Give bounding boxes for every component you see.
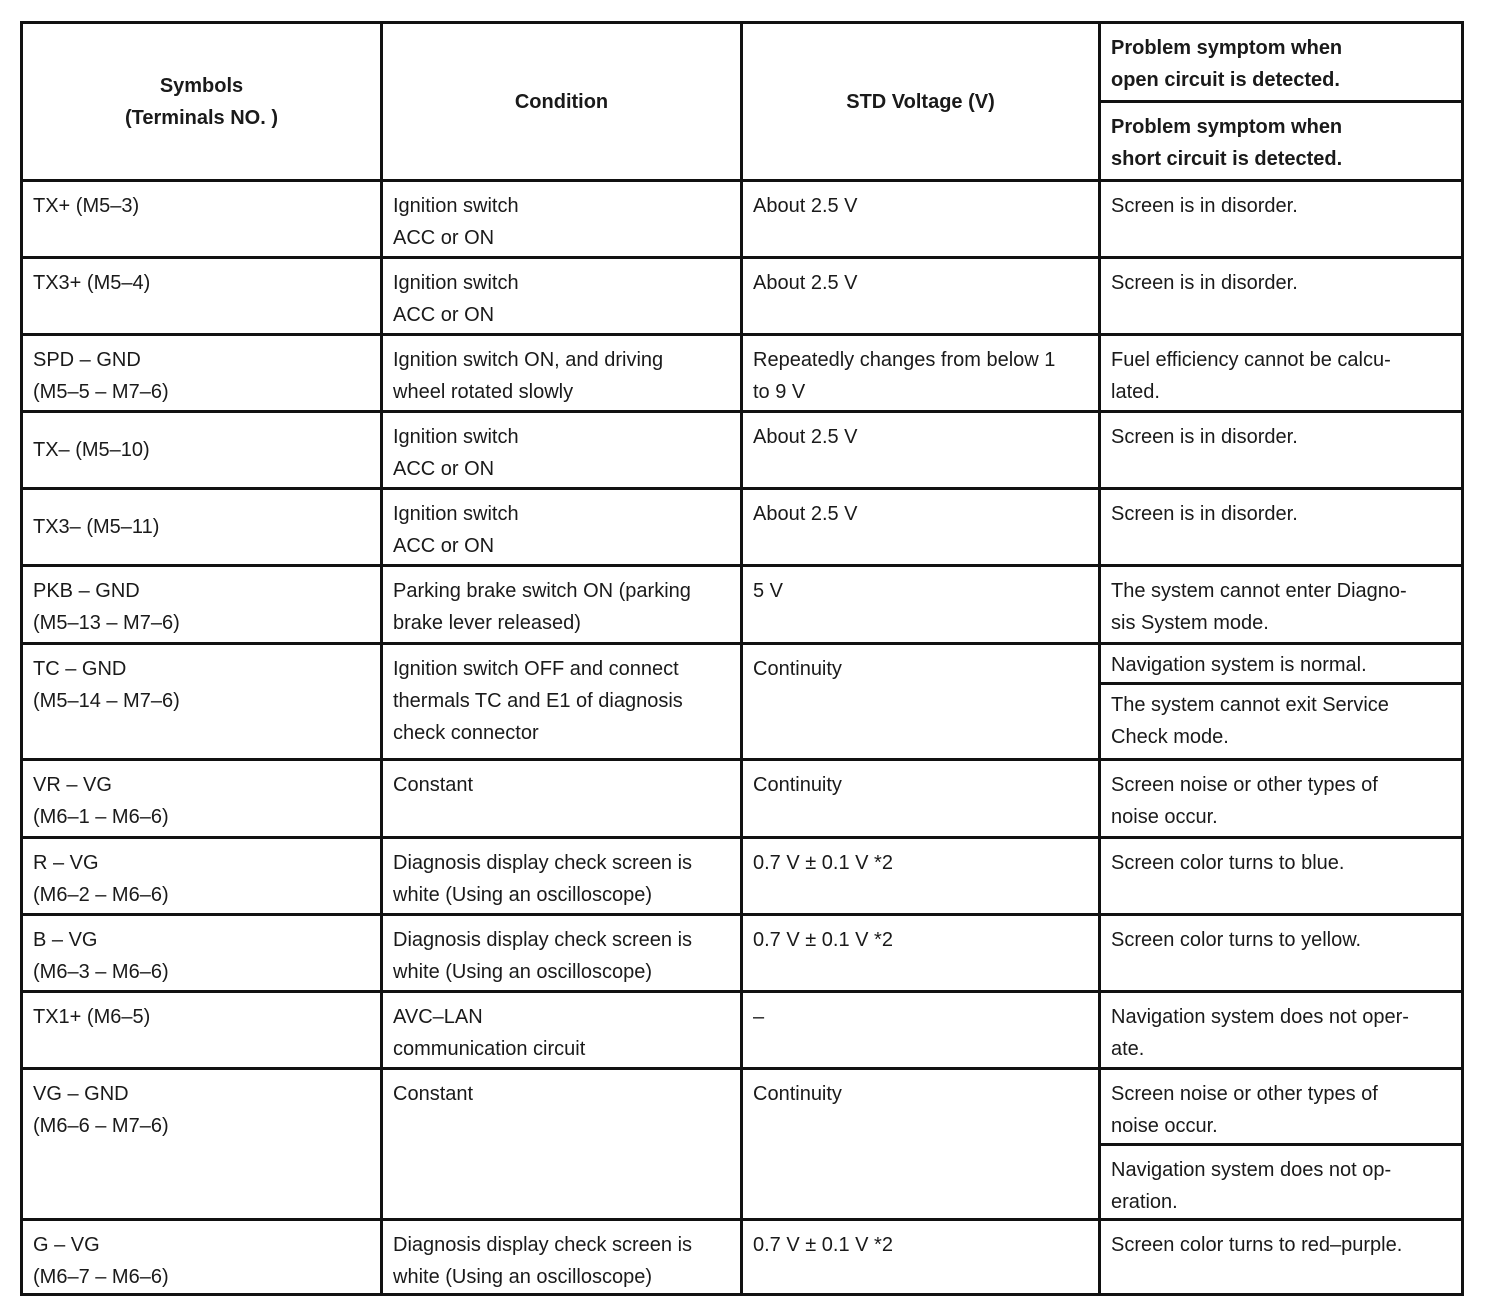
cell-voltage: Continuity — [742, 644, 1100, 760]
cell-voltage: 5 V — [742, 566, 1100, 644]
cell-symptom: Navigation system does not oper- ate. — [1100, 992, 1463, 1069]
cell-condition: AVC–LAN communication circuit — [382, 992, 742, 1069]
cell-voltage: – — [742, 992, 1100, 1069]
cell-symptom: Screen color turns to red–purple. — [1100, 1220, 1463, 1295]
header-short-circuit: Problem symptom when short circuit is detected. — [1100, 102, 1463, 181]
cell-symptom: Screen is in disorder. — [1100, 489, 1463, 566]
header-condition: Condition — [382, 23, 742, 181]
cell-voltage: About 2.5 V — [742, 181, 1100, 258]
cell-symbol: B – VG (M6–3 – M6–6) — [22, 915, 382, 992]
cell-symptom: Screen is in disorder. — [1100, 412, 1463, 489]
cell-voltage: About 2.5 V — [742, 258, 1100, 335]
cell-symptom: Screen color turns to blue. — [1100, 838, 1463, 915]
cell-condition: Ignition switch ACC or ON — [382, 412, 742, 489]
cell-condition: Ignition switch ON, and driving wheel rotated slowly — [382, 335, 742, 412]
cell-symbol: SPD – GND (M5–5 – M7–6) — [22, 335, 382, 412]
cell-symptom-open: Navigation system is normal. — [1100, 644, 1463, 684]
cell-symptom: Screen color turns to yellow. — [1100, 915, 1463, 992]
cell-symbol: R – VG (M6–2 – M6–6) — [22, 838, 382, 915]
cell-symptom: Fuel efficiency cannot be calcu- lated. — [1100, 335, 1463, 412]
cell-voltage: 0.7 V ± 0.1 V *2 — [742, 838, 1100, 915]
cell-symbol: VR – VG (M6–1 – M6–6) — [22, 760, 382, 838]
cell-symptom: Screen is in disorder. — [1100, 258, 1463, 335]
cell-voltage: Repeatedly changes from below 1 to 9 V — [742, 335, 1100, 412]
cell-condition: Parking brake switch ON (parking brake lever released) — [382, 566, 742, 644]
terminal-voltage-table — [20, 21, 1464, 1296]
cell-voltage: 0.7 V ± 0.1 V *2 — [742, 915, 1100, 992]
header-open-circuit: Problem symptom when open circuit is detected. — [1100, 23, 1463, 102]
cell-voltage: 0.7 V ± 0.1 V *2 — [742, 1220, 1100, 1295]
header-symbols: Symbols (Terminals NO. ) — [22, 23, 382, 181]
cell-symptom: Screen is in disorder. — [1100, 181, 1463, 258]
cell-symbol: G – VG (M6–7 – M6–6) — [22, 1220, 382, 1295]
cell-symptom: The system cannot enter Diagno- sis System mode. — [1100, 566, 1463, 644]
cell-condition: Ignition switch OFF and connect thermals TC and E1 of diagnosis check connector — [382, 644, 742, 760]
cell-voltage: Continuity — [742, 760, 1100, 838]
cell-condition: Constant — [382, 760, 742, 838]
cell-condition: Diagnosis display check screen is white (Using an oscilloscope) — [382, 1220, 742, 1295]
cell-voltage: About 2.5 V — [742, 489, 1100, 566]
cell-condition: Ignition switch ACC or ON — [382, 489, 742, 566]
cell-symptom: Screen noise or other types of noise occur. — [1100, 760, 1463, 838]
cell-condition: Diagnosis display check screen is white (Using an oscilloscope) — [382, 838, 742, 915]
cell-symptom-open: Screen noise or other types of noise occur. — [1100, 1069, 1463, 1145]
cell-voltage: Continuity — [742, 1069, 1100, 1220]
cell-condition: Ignition switch ACC or ON — [382, 258, 742, 335]
cell-condition: Ignition switch ACC or ON — [382, 181, 742, 258]
cell-symbol: VG – GND (M6–6 – M7–6) — [22, 1069, 382, 1220]
cell-voltage: About 2.5 V — [742, 412, 1100, 489]
cell-symptom-short: The system cannot exit Service Check mode. — [1100, 684, 1463, 760]
cell-symptom-short: Navigation system does not op- eration. — [1100, 1145, 1463, 1220]
cell-symbol: TX– (M5–10) — [22, 412, 382, 489]
cell-condition: Constant — [382, 1069, 742, 1220]
cell-symbol: TX3– (M5–11) — [22, 489, 382, 566]
cell-symbol: TX+ (M5–3) — [22, 181, 382, 258]
header-std-voltage: STD Voltage (V) — [742, 23, 1100, 181]
cell-symbol: TC – GND (M5–14 – M7–6) — [22, 644, 382, 760]
cell-symbol: TX3+ (M5–4) — [22, 258, 382, 335]
cell-symbol: TX1+ (M6–5) — [22, 992, 382, 1069]
cell-condition: Diagnosis display check screen is white (Using an oscilloscope) — [382, 915, 742, 992]
cell-symbol: PKB – GND (M5–13 – M7–6) — [22, 566, 382, 644]
